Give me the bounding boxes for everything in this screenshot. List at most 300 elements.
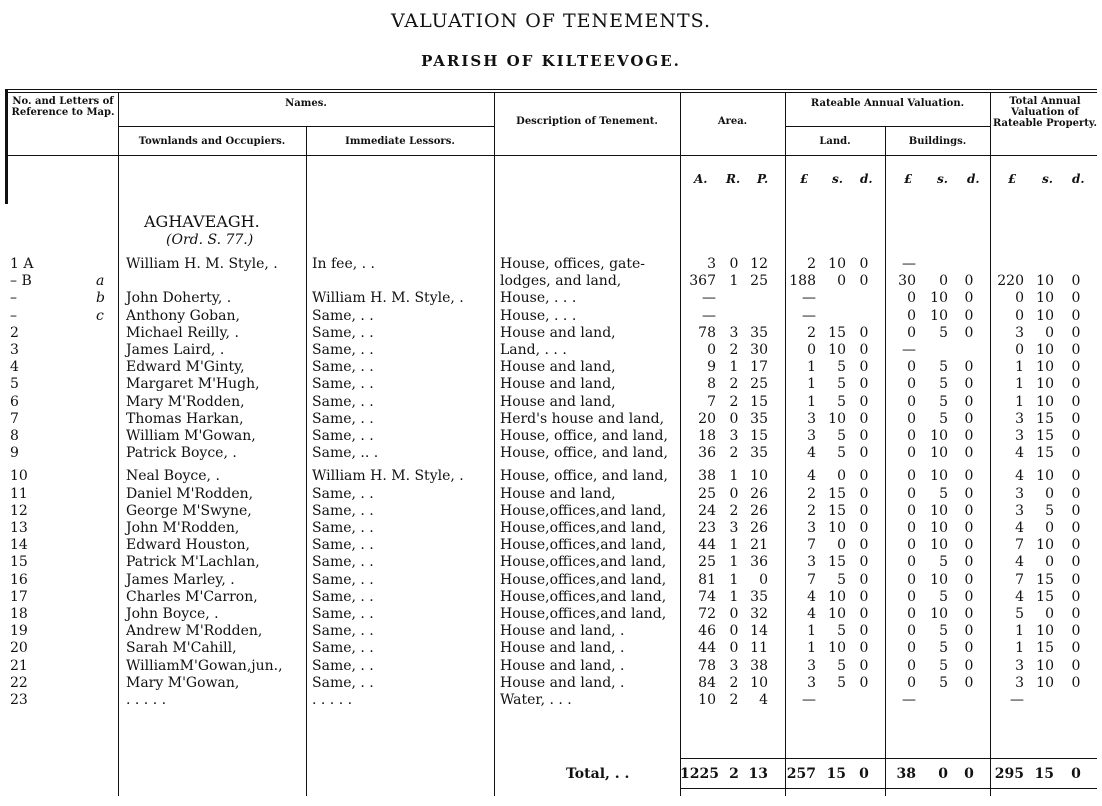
ref-number: 5 xyxy=(10,376,19,393)
buildings-shillings: 5 xyxy=(939,376,948,393)
ref-number: 3 xyxy=(10,342,19,358)
area-acres: 367 xyxy=(689,273,716,290)
occupier-name: Charles M'Carron, xyxy=(126,588,258,605)
area-perches: 38 xyxy=(750,657,768,674)
total-shillings: 15 xyxy=(1036,640,1054,657)
area-roods: 0 xyxy=(729,485,739,502)
tenement-description: House and land, xyxy=(500,485,616,502)
occupier-name: Margaret M'Hugh, xyxy=(126,376,260,393)
buildings-shillings: 5 xyxy=(939,359,948,376)
area-acres: 44 xyxy=(698,537,716,554)
lessor-name: Same, . . xyxy=(312,428,374,444)
buildings-pounds: 0 xyxy=(907,588,916,605)
area-acres: 25 xyxy=(698,554,716,571)
unit-total-pence: d. xyxy=(1072,172,1085,186)
buildings-pounds: 0 xyxy=(907,307,916,324)
buildings-shillings: 10 xyxy=(930,520,948,536)
land-pence: 0 xyxy=(859,359,869,376)
occupier-name: Edward Houston, xyxy=(126,537,250,554)
table-row xyxy=(0,537,1102,554)
area-perches: 11 xyxy=(750,640,768,657)
tenement-description: House and land, xyxy=(500,324,616,341)
tenement-description: House,offices,and land, xyxy=(500,520,667,536)
buildings-pence: 0 xyxy=(964,588,974,605)
land-shillings: 10 xyxy=(828,342,846,358)
buildings-pounds: 0 xyxy=(907,393,916,410)
lessor-name: Same, . . xyxy=(312,657,374,674)
total-pence: 0 xyxy=(1071,273,1081,290)
land-pounds: — xyxy=(802,307,816,324)
area-acres: 0 xyxy=(707,342,716,358)
area-acres: 23 xyxy=(698,520,716,536)
land-pounds: — xyxy=(802,692,816,708)
ref-number: 19 xyxy=(10,623,28,640)
buildings-pounds: 0 xyxy=(907,520,916,536)
area-acres: 8 xyxy=(707,376,716,393)
tenement-description: House,offices,and land, xyxy=(500,554,667,571)
occupier-name: Edward M'Ginty, xyxy=(126,359,245,376)
total-land-pounds: 257 xyxy=(786,766,816,782)
land-shillings: 10 xyxy=(828,588,846,605)
area-roods: 0 xyxy=(729,410,739,427)
land-pounds: 1 xyxy=(807,623,816,640)
total-pounds: 5 xyxy=(1015,606,1024,622)
table-row xyxy=(0,376,1102,393)
tenement-description: House,offices,and land, xyxy=(500,606,667,622)
land-pounds: — xyxy=(802,290,816,307)
tenement-description: House and land, xyxy=(500,376,616,393)
land-pounds: 2 xyxy=(807,324,816,341)
area-perches: 17 xyxy=(750,359,768,376)
occupier-name: Sarah M'Cahill, xyxy=(126,640,237,657)
total-pounds: 3 xyxy=(1015,410,1024,427)
land-shillings: 15 xyxy=(828,502,846,519)
tenement-description: House, office, and land, xyxy=(500,468,668,485)
area-roods: 2 xyxy=(729,376,739,393)
lessor-name: William H. M. Style, . xyxy=(312,468,464,485)
occupier-name: John Doherty, . xyxy=(126,290,232,307)
header-ref: No. and Letters of Reference to Map. xyxy=(11,96,115,118)
lessor-name: Same, . . xyxy=(312,623,374,640)
area-roods: 0 xyxy=(729,623,739,640)
area-roods: 1 xyxy=(729,554,739,571)
land-pence: 0 xyxy=(859,520,869,536)
buildings-pence: 0 xyxy=(964,428,974,444)
area-perches: 25 xyxy=(750,273,768,290)
total-pounds: 7 xyxy=(1015,571,1024,588)
buildings-shillings: 5 xyxy=(939,410,948,427)
buildings-shillings: 5 xyxy=(939,623,948,640)
buildings-pence: 0 xyxy=(964,307,974,324)
total-shillings: 10 xyxy=(1036,273,1054,290)
page-title: VALUATION OF TENEMENTS. xyxy=(390,10,712,32)
area-acres: 7 xyxy=(707,393,716,410)
buildings-pence: 0 xyxy=(964,640,974,657)
total-shillings: 15 xyxy=(1036,410,1054,427)
lessor-name: Same, . . xyxy=(312,393,374,410)
buildings-shillings: 5 xyxy=(939,554,948,571)
land-shillings: 0 xyxy=(837,468,846,485)
land-shillings: 5 xyxy=(837,571,846,588)
occupier-name: Mary M'Gowan, xyxy=(126,674,240,691)
total-land-shillings: 15 xyxy=(826,766,846,782)
buildings-shillings: 10 xyxy=(930,468,948,485)
tenement-description: House, office, and land, xyxy=(500,445,668,462)
land-pounds: 1 xyxy=(807,376,816,393)
lessor-name: Same, . . xyxy=(312,606,374,622)
table-row xyxy=(0,411,1102,428)
lessor-name: Same, . . xyxy=(312,359,374,376)
land-pounds: 7 xyxy=(807,537,816,554)
lessor-name: Same, . . xyxy=(312,520,374,536)
total-acres: 1225 xyxy=(680,766,719,782)
total-pence: 0 xyxy=(1071,640,1081,657)
total-pence: 0 xyxy=(1071,342,1081,358)
land-pence: 0 xyxy=(859,674,869,691)
buildings-pounds: 0 xyxy=(907,571,916,588)
buildings-pounds: 0 xyxy=(907,674,916,691)
area-roods: 2 xyxy=(729,502,739,519)
unit-acres: A. xyxy=(694,172,708,186)
land-shillings: 10 xyxy=(828,256,846,272)
ref-number: 2 xyxy=(10,324,19,341)
lessor-name: Same, . . xyxy=(312,674,374,691)
occupier-name: Neal Boyce, . xyxy=(126,468,220,485)
land-pence: 0 xyxy=(859,468,869,485)
total-shillings: 10 xyxy=(1036,342,1054,358)
buildings-shillings: 5 xyxy=(939,674,948,691)
total-shillings: 10 xyxy=(1036,376,1054,393)
land-pounds: 2 xyxy=(807,485,816,502)
total-pounds: 220 xyxy=(997,273,1024,290)
buildings-pounds: 0 xyxy=(907,376,916,393)
tenement-description: House, office, and land, xyxy=(500,428,668,444)
total-total-pounds: 295 xyxy=(994,766,1024,782)
table-row xyxy=(0,554,1102,571)
total-pence: 0 xyxy=(1071,324,1081,341)
tenement-description: Water, . . . xyxy=(500,692,572,708)
lessor-name: Same, . . xyxy=(312,502,374,519)
total-pounds: 0 xyxy=(1015,290,1024,307)
total-shillings: 5 xyxy=(1045,502,1054,519)
tenement-description: House and land, . xyxy=(500,640,625,657)
land-pence: 0 xyxy=(859,554,869,571)
header-lessors: Immediate Lessors. xyxy=(345,136,455,147)
header-area: Area. xyxy=(717,116,748,127)
land-pounds: 3 xyxy=(807,674,816,691)
area-perches: 26 xyxy=(750,485,768,502)
table-row xyxy=(0,658,1102,675)
ref-number: 22 xyxy=(10,674,28,691)
buildings-pounds: 0 xyxy=(907,537,916,554)
table-row xyxy=(0,606,1102,623)
total-pence: 0 xyxy=(1071,588,1081,605)
area-acres: 9 xyxy=(707,359,716,376)
total-pounds: 1 xyxy=(1015,376,1024,393)
area-perches: 26 xyxy=(750,520,768,536)
buildings-shillings: 5 xyxy=(939,393,948,410)
area-perches: 25 xyxy=(750,376,768,393)
buildings-pence: 0 xyxy=(964,359,974,376)
total-pence: 0 xyxy=(1071,502,1081,519)
land-shillings: 15 xyxy=(828,324,846,341)
buildings-pence: 0 xyxy=(964,571,974,588)
rule-total-top xyxy=(680,758,1097,759)
area-acres: 46 xyxy=(698,623,716,640)
total-pounds: 3 xyxy=(1015,428,1024,444)
area-roods: 2 xyxy=(729,393,739,410)
occupier-name: William M'Gowan, xyxy=(126,428,256,444)
area-perches: 15 xyxy=(750,393,768,410)
table-row xyxy=(0,342,1102,359)
tenement-description: House and land, xyxy=(500,359,616,376)
area-roods: 3 xyxy=(729,657,739,674)
land-pence: 0 xyxy=(859,393,869,410)
area-roods: 1 xyxy=(729,359,739,376)
occupier-name: William H. M. Style, . xyxy=(126,256,278,272)
ref-letter: a xyxy=(96,273,105,290)
table-row xyxy=(0,359,1102,376)
unit-perches: P. xyxy=(757,172,769,186)
lessor-name: Same, . . xyxy=(312,410,374,427)
land-shillings: 15 xyxy=(828,554,846,571)
buildings-pence: 0 xyxy=(964,410,974,427)
area-perches: 0 xyxy=(759,571,768,588)
buildings-shillings: 5 xyxy=(939,640,948,657)
ref-number: 8 xyxy=(10,428,19,444)
land-shillings: 10 xyxy=(828,640,846,657)
occupier-name: George M'Swyne, xyxy=(126,502,252,519)
occupier-name: Mary M'Rodden, xyxy=(126,393,245,410)
total-perches: 13 xyxy=(748,766,768,782)
tenement-description: House, offices, gate- xyxy=(500,256,646,272)
total-shillings: 10 xyxy=(1036,674,1054,691)
total-shillings: 0 xyxy=(1045,520,1054,536)
rule-valuation xyxy=(785,126,990,127)
ref-number: 15 xyxy=(10,554,28,571)
unit-land-shillings: s. xyxy=(832,172,843,186)
area-acres: 36 xyxy=(698,445,716,462)
total-pounds: 1 xyxy=(1015,640,1024,657)
land-pence: 0 xyxy=(859,623,869,640)
buildings-pounds: 0 xyxy=(907,290,916,307)
lessor-name: . . . . . xyxy=(312,692,353,708)
buildings-pounds: 0 xyxy=(907,502,916,519)
buildings-pounds: 0 xyxy=(907,657,916,674)
ref-number: 16 xyxy=(10,571,28,588)
land-pounds: 3 xyxy=(807,520,816,536)
total-pence: 0 xyxy=(1071,657,1081,674)
area-acres: — xyxy=(702,307,716,324)
buildings-pence: 0 xyxy=(964,623,974,640)
land-pence: 0 xyxy=(859,376,869,393)
occupier-name: Daniel M'Rodden, xyxy=(126,485,254,502)
land-pounds: 3 xyxy=(807,428,816,444)
area-acres: — xyxy=(702,290,716,307)
ref-letter: b xyxy=(96,290,105,307)
buildings-shillings: 10 xyxy=(930,445,948,462)
total-pounds: 3 xyxy=(1015,485,1024,502)
area-acres: 78 xyxy=(698,657,716,674)
rule-total-bottom xyxy=(680,788,1097,789)
buildings-shillings: 10 xyxy=(930,606,948,622)
area-roods: 2 xyxy=(729,445,739,462)
total-shillings: 10 xyxy=(1036,468,1054,485)
ref-number: 7 xyxy=(10,410,19,427)
area-roods: 2 xyxy=(729,342,739,358)
buildings-shillings: 5 xyxy=(939,324,948,341)
land-pounds: 0 xyxy=(807,342,816,358)
area-perches: 10 xyxy=(750,468,768,485)
table-row xyxy=(0,290,1102,307)
townland-name: AGHAVEAGH. xyxy=(144,212,260,231)
rule-header xyxy=(5,155,1097,156)
table-row xyxy=(0,572,1102,589)
lessor-name: Same, . . xyxy=(312,571,374,588)
total-shillings: 0 xyxy=(1045,606,1054,622)
land-pounds: 4 xyxy=(807,468,816,485)
land-shillings: 0 xyxy=(837,273,846,290)
total-shillings: 15 xyxy=(1036,428,1054,444)
ref-number: 21 xyxy=(10,657,28,674)
total-pounds: 3 xyxy=(1015,657,1024,674)
land-pence: 0 xyxy=(859,410,869,427)
total-land-pence: 0 xyxy=(859,766,869,782)
header-buildings: Buildings. xyxy=(908,136,967,147)
area-perches: 10 xyxy=(750,674,768,691)
buildings-pounds: 0 xyxy=(907,606,916,622)
tenement-description: House,offices,and land, xyxy=(500,588,667,605)
total-shillings: 10 xyxy=(1036,623,1054,640)
ref-number: 6 xyxy=(10,393,19,410)
total-pounds: 1 xyxy=(1015,623,1024,640)
total-pounds: 3 xyxy=(1015,324,1024,341)
townland-ord: (Ord. S. 77.) xyxy=(166,232,254,248)
area-perches: 32 xyxy=(750,606,768,622)
buildings-shillings: 10 xyxy=(930,537,948,554)
total-bldg-pence: 0 xyxy=(964,766,974,782)
total-total-shillings: 15 xyxy=(1034,766,1054,782)
total-pence: 0 xyxy=(1071,520,1081,536)
area-roods: 1 xyxy=(729,588,739,605)
lessor-name: Same, . . xyxy=(312,588,374,605)
lessor-name: William H. M. Style, . xyxy=(312,290,464,307)
land-shillings: 5 xyxy=(837,393,846,410)
total-pence: 0 xyxy=(1071,359,1081,376)
ref-number: – xyxy=(10,290,17,307)
area-acres: 24 xyxy=(698,502,716,519)
area-roods: 3 xyxy=(729,520,739,536)
ref-number: 17 xyxy=(10,588,28,605)
header-townlands: Townlands and Occupiers. xyxy=(138,136,286,147)
area-acres: 44 xyxy=(698,640,716,657)
total-pounds: 1 xyxy=(1015,359,1024,376)
total-bldg-pounds: 38 xyxy=(896,766,916,782)
area-perches: 14 xyxy=(750,623,768,640)
buildings-pounds: 30 xyxy=(898,273,916,290)
buildings-pence: 0 xyxy=(964,468,974,485)
area-roods: 3 xyxy=(729,428,739,444)
occupier-name: Patrick Boyce, . xyxy=(126,445,237,462)
area-perches: 35 xyxy=(750,588,768,605)
total-pence: 0 xyxy=(1071,290,1081,307)
ref-number: 23 xyxy=(10,692,28,708)
unit-land-pence: d. xyxy=(860,172,873,186)
total-shillings: 10 xyxy=(1036,393,1054,410)
ref-number: – B xyxy=(10,273,32,290)
lessor-name: Same, . . xyxy=(312,537,374,554)
total-total-pence: 0 xyxy=(1071,766,1081,782)
area-perches: 26 xyxy=(750,502,768,519)
total-shillings: 10 xyxy=(1036,537,1054,554)
header-names: Names. xyxy=(285,98,327,109)
land-pence: 0 xyxy=(859,571,869,588)
tenement-description: House,offices,and land, xyxy=(500,571,667,588)
unit-roods: R. xyxy=(726,172,741,186)
land-pence: 0 xyxy=(859,428,869,444)
buildings-pounds: — xyxy=(902,692,916,708)
total-shillings: 15 xyxy=(1036,588,1054,605)
buildings-pounds: — xyxy=(902,342,916,358)
buildings-shillings: 0 xyxy=(939,273,948,290)
table-row xyxy=(0,692,1102,709)
total-pounds: 3 xyxy=(1015,674,1024,691)
area-perches: 12 xyxy=(750,256,768,272)
table-row xyxy=(0,640,1102,657)
area-acres: 74 xyxy=(698,588,716,605)
land-pounds: 4 xyxy=(807,606,816,622)
total-pence: 0 xyxy=(1071,606,1081,622)
table-row xyxy=(0,256,1102,273)
table-row xyxy=(0,503,1102,520)
rule-top-2 xyxy=(5,92,1097,93)
land-shillings: 15 xyxy=(828,485,846,502)
land-pounds: 3 xyxy=(807,554,816,571)
buildings-pence: 0 xyxy=(964,324,974,341)
buildings-shillings: 10 xyxy=(930,307,948,324)
tenement-description: House and land, . xyxy=(500,657,625,674)
buildings-shillings: 5 xyxy=(939,588,948,605)
area-perches: 35 xyxy=(750,445,768,462)
total-bldg-shillings: 0 xyxy=(938,766,948,782)
buildings-pence: 0 xyxy=(964,554,974,571)
land-pounds: 3 xyxy=(807,657,816,674)
table-row xyxy=(0,520,1102,537)
total-pence: 0 xyxy=(1071,393,1081,410)
total-pounds: 0 xyxy=(1015,342,1024,358)
land-pounds: 7 xyxy=(807,571,816,588)
header-total: Total Annual Valuation of Rateable Property. xyxy=(993,96,1097,129)
buildings-pounds: 0 xyxy=(907,623,916,640)
buildings-shillings: 10 xyxy=(930,290,948,307)
total-pounds: 4 xyxy=(1015,468,1024,485)
ref-number: 18 xyxy=(10,606,28,622)
land-pence: 0 xyxy=(859,640,869,657)
area-roods: 1 xyxy=(729,537,739,554)
occupier-name: Patrick M'Lachlan, xyxy=(126,554,260,571)
total-shillings: 10 xyxy=(1036,359,1054,376)
area-perches: 4 xyxy=(759,692,768,708)
tenement-description: House and land, xyxy=(500,393,616,410)
tenement-description: House,offices,and land, xyxy=(500,537,667,554)
land-pounds: 4 xyxy=(807,445,816,462)
area-acres: 81 xyxy=(698,571,716,588)
ref-number: 14 xyxy=(10,537,28,554)
total-label: Total, . . xyxy=(566,766,630,782)
total-pounds: 4 xyxy=(1015,445,1024,462)
lessor-name: Same, . . xyxy=(312,324,374,341)
total-shillings: 0 xyxy=(1045,554,1054,571)
